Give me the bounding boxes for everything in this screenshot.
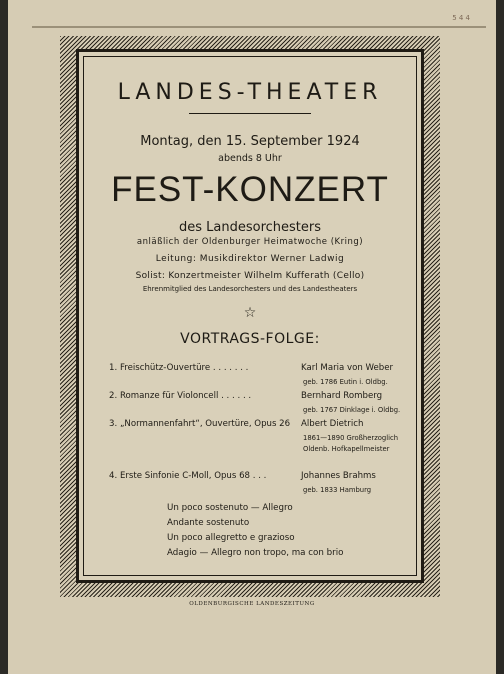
title-underline [189,113,311,114]
concert-title: FEST-KONZERT [111,170,389,209]
program-detail: geb. 1833 Hamburg [303,486,372,494]
program-detail: 1861—1890 Großherzoglich [303,434,399,442]
program-detail: geb. 1786 Eutin i. Oldbg. [303,378,388,386]
corner-mark: 5 4 4 [452,14,470,22]
top-rule [32,26,486,28]
program-composer: Johannes Brahms [301,471,376,481]
program-detail: Oldenb. Hofkapellmeister [303,445,390,453]
leadership-line: Leitung: Musikdirektor Werner Ladwig [155,254,345,264]
program-number: 2. [109,391,118,401]
program-heading: VORTRAGS-FOLGE: [180,331,320,347]
program-piece: „Normannenfahrt“, Ouvertüre, Opus 26 [119,419,291,429]
program-composer: Bernhard Romberg [301,391,383,401]
program-dots: . . . . . . [221,391,252,401]
theater-name: LANDES-THEATER [117,80,383,105]
movement-line: Adagio — Allegro non tropo, ma con brio [167,548,344,558]
program-number: 3. [109,419,118,429]
program-composer: Albert Dietrich [301,419,364,429]
orchestra-line: des Landesorchesters [178,220,321,235]
newspaper-footer: OLDENBURGISCHE LANDESZEITUNG [189,601,315,607]
star-icon: ☆ [243,305,257,321]
program-piece: Freischütz-Ouvertüre [119,363,211,373]
occasion-line: anläßlich der Oldenburger Heimatwoche (Kring) [136,237,364,247]
program-item [109,363,248,373]
program-number: 4. [109,471,118,481]
program-dots: . . . [252,471,267,481]
movement-line: Andante sostenuto [167,518,250,528]
program-number: 1. [109,363,118,373]
program-item [109,391,251,401]
program-detail: geb. 1767 Dinklage i. Oldbg. [303,406,401,414]
program-composer: Karl Maria von Weber [301,363,394,373]
concert-time: abends 8 Uhr [218,153,282,164]
movement-line: Un poco allegretto e grazioso [167,533,295,543]
concert-date: Montag, den 15. September 1924 [140,134,360,149]
program-item [109,471,266,481]
movement-line: Un poco sostenuto — Allegro [167,503,293,513]
program-dots: . . . . . . . [212,363,249,373]
program-piece: Romanze für Violoncell [119,391,219,401]
program-piece: Erste Sinfonie C-Moll, Opus 68 [119,471,251,481]
poster-frame [76,49,424,583]
soloist-line: Solist: Konzertmeister Wilhelm Kufferath (Cello) [135,271,365,281]
program-item [109,419,290,429]
honor-line: Ehrenmitglied des Landesorchesters und des Landestheaters [142,285,358,293]
